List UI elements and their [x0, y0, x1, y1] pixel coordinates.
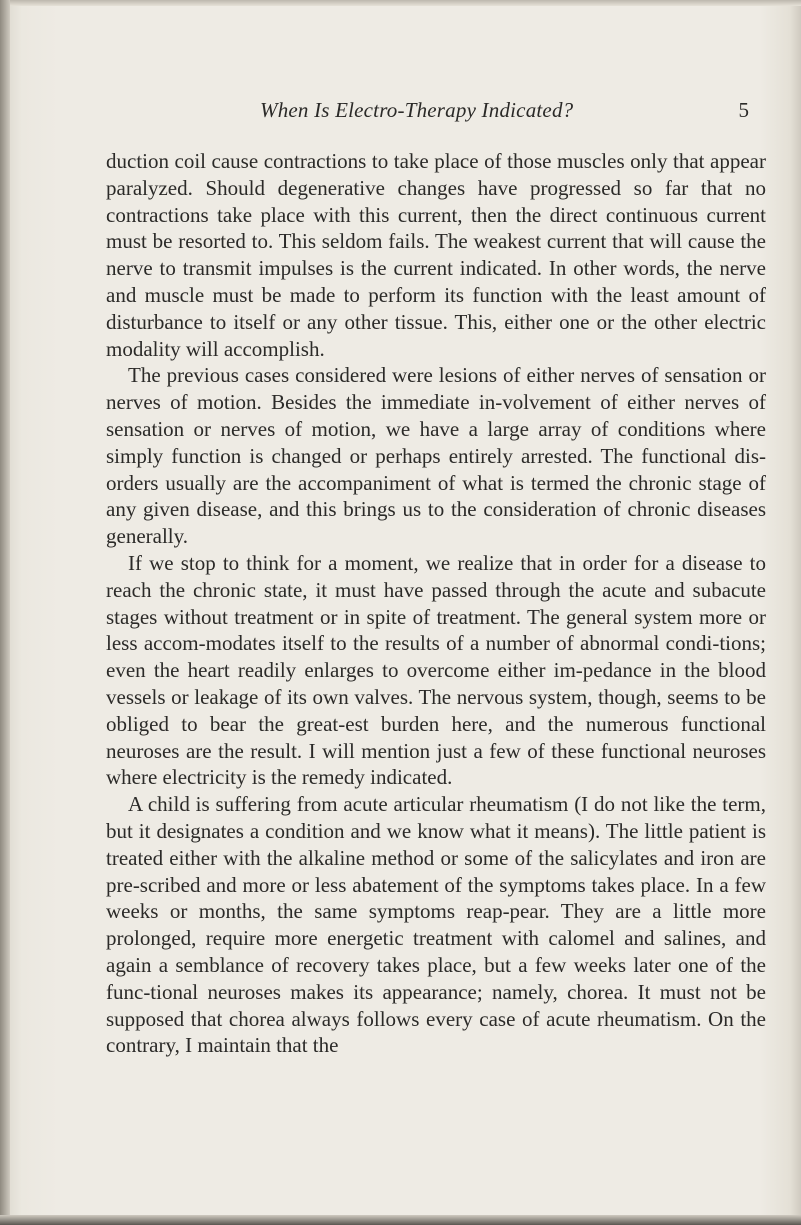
- page-header: [90, 98, 749, 126]
- body-text: [106, 148, 766, 1059]
- paragraph-2: The previous cases considered were lesions of either nerves of sensation or nerves of motion. Besides the immediate in-volvement of either nerves of sensation or nerves of motion, we have a large array of conditions where simply function is changed or perhaps entirely arrested. The functional dis-orders usually are the accompaniment of what is termed the chronic stage of any given disease, and this brings us to the consideration of chronic diseases generally.: [106, 363, 766, 549]
- paragraph-1: duction coil cause contractions to take place of those muscles only that appear paralyzed. Should degenerative changes have progressed so far that no contractions take place with this current, then the direct continuous current must be resorted to. This seldom fails. The weakest current that will cause the nerve to transmit impulses is the current indicated. In other words, the nerve and muscle must be made to perform its function with the least amount of disturbance to itself or any other tissue. This, either one or the other electric modality will accomplish.: [106, 149, 766, 361]
- paragraph-3: If we stop to think for a moment, we realize that in order for a disease to reach the chronic state, it must have passed through the acute and subacute stages without treatment or in spite of treatment. The general system more or less accom-modates itself to the results of a number of abnormal condi-tions; even the heart readily enlarges to overcome either im-pedance in the blood vessels or leakage of its own valves. The nervous system, though, seems to be obliged to bear the great-est burden here, and the numerous functional neuroses are the result. I will mention just a few of these functional neuroses where electricity is the remedy indicated.: [106, 550, 766, 790]
- running-head: When Is Electro-Therapy Indicated?: [260, 98, 574, 122]
- page-binding-shadow: [0, 0, 10, 1225]
- page-bottom-edge: [0, 1215, 801, 1225]
- paragraph-4: A child is suffering from acute articular rheumatism (I do not like the term, but it designates a condition and we know what it means). The little patient is treated either with the alkaline method or some of the salicylates and iron are pre-scribed and more or less abatement of the symptoms takes place. In a few weeks or months, the same symptoms reap-pear. They are a little more prolonged, require more energetic treatment with calomel and salines, and again a semblance of recovery takes place, but a few weeks later one of the func-tional neuroses makes its appearance; namely, chorea. It must not be supposed that chorea always follows every case of acute rheumatism. On the contrary, I maintain that the: [106, 792, 766, 1058]
- page-top-edge: [0, 0, 801, 6]
- page-number: 5: [738, 98, 749, 122]
